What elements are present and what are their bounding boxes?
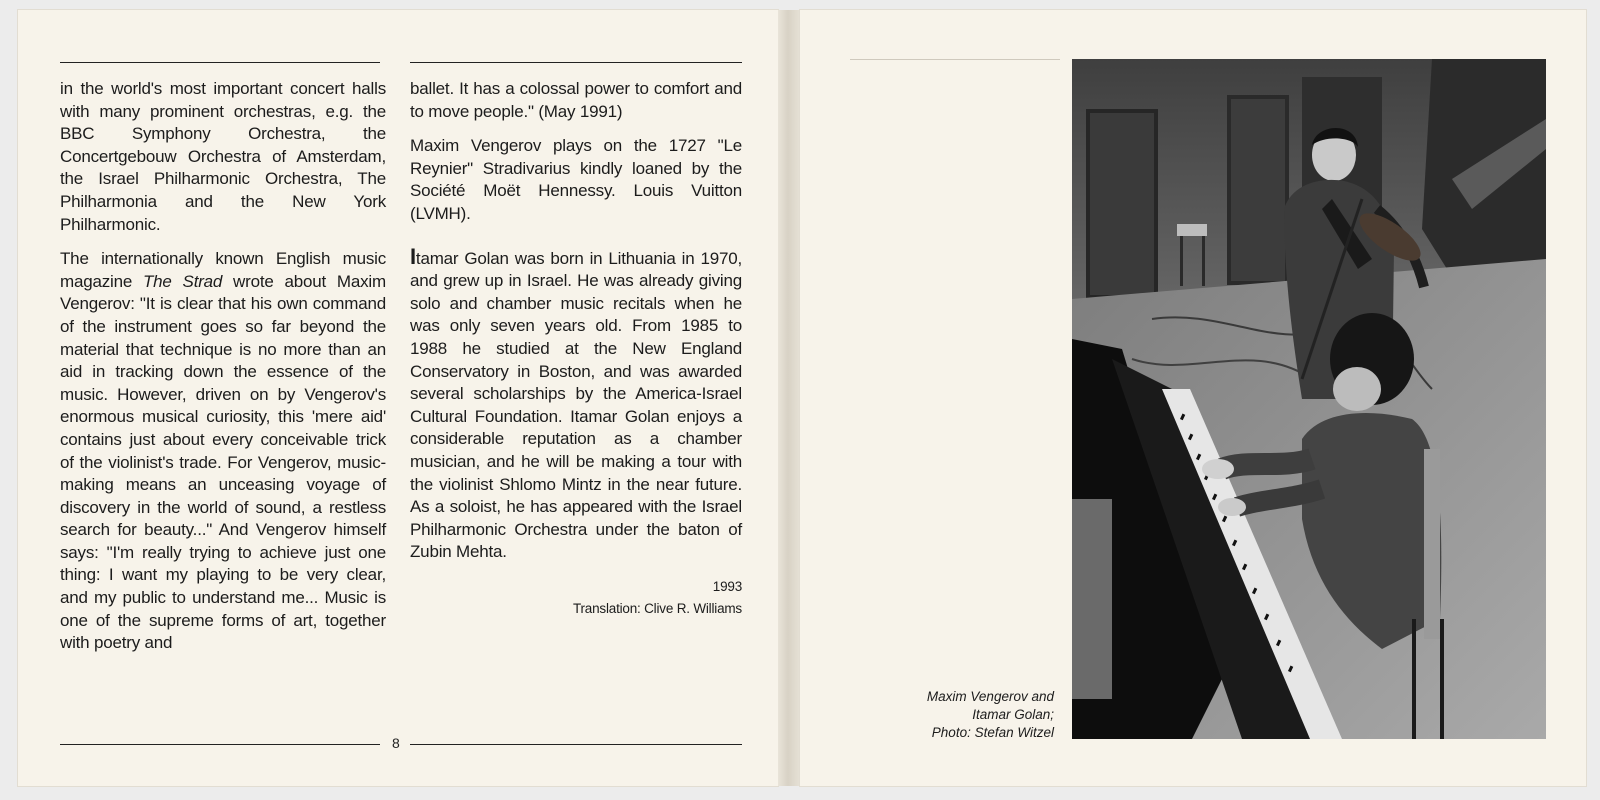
paragraph: ballet. It has a colossal power to comfort and to move people." (May 1991) (410, 79, 742, 121)
caption-line: Photo: Stefan Witzel (931, 725, 1054, 740)
right-page-rule (850, 59, 1060, 60)
translation-credit: Translation: Clive R. Williams (572, 601, 742, 617)
caption-line: Maxim Vengerov and (926, 689, 1054, 704)
text-column-2 (410, 78, 742, 621)
bottom-rule-right (410, 744, 742, 745)
photo-illustration (1072, 59, 1546, 739)
paragraph: Itamar Golan was born in Lithuania in 1970, and grew up in Israel. He was already giving solo and chamber music recitals when he was only seven years old. From 1985 to 1988 he studied at the New England Conservatory in Boston, and was awarded several scholarships by the America-Israel Cultural Foundation. Itamar Golan enjoys a considerable reputation as a chamber musician, and he will be making a tour with the violinist Shlomo Mintz in the near future. As a soloist, he has appeared with the Israel Philharmonic Orchestra under the baton of Zubin Mehta. (410, 243, 742, 562)
performers-photo (1072, 59, 1546, 739)
caption-line: Itamar Golan; (972, 707, 1054, 722)
bottom-rule-left (60, 744, 380, 745)
page-fold (778, 10, 800, 786)
paragraph: in the world's most important concert halls with many prominent orchestras, e.g. the BBC Symphony Orchestra, the Concertgebouw Orchestra of Amsterdam, the Israel Philharmonic Orchestra, The Philharmonia and the New York Philharmonic. (60, 79, 386, 234)
paragraph: The internationally known English music magazine The Strad wrote about Maxim Vengerov: "It is clear that his own command of the instrument goes so far beyond the material that technique is no more than an aid in tracking down the essence of the music. However, driven on by Vengerov's enormous musical curiosity, this 'mere aid' contains just about every conceivable trick of the violinist's trade. For Vengerov, music-making means an unceasing voyage of discovery in the world of sound, a restless search for beauty..." And Vengerov himself says: "I'm really trying to achieve just one thing: I want my playing to be very clear, and my public to understand me... Music is one of the supreme forms of art, together with poetry and (60, 249, 386, 653)
magazine-title: The Strad (142, 271, 223, 291)
year: 1993 (712, 578, 742, 594)
paragraph: Maxim Vengerov plays on the 1727 "Le Reynier" Stradivarius kindly loaned by the Société Moët Hennessy. Louis Vuitton (LVMH). (410, 136, 742, 223)
drop-cap: I (410, 243, 416, 269)
top-rule-right (410, 62, 742, 63)
text-column-1 (60, 78, 386, 667)
top-rule-left (60, 62, 380, 63)
photo-caption (927, 688, 1054, 742)
page-number: 8 (392, 735, 400, 751)
